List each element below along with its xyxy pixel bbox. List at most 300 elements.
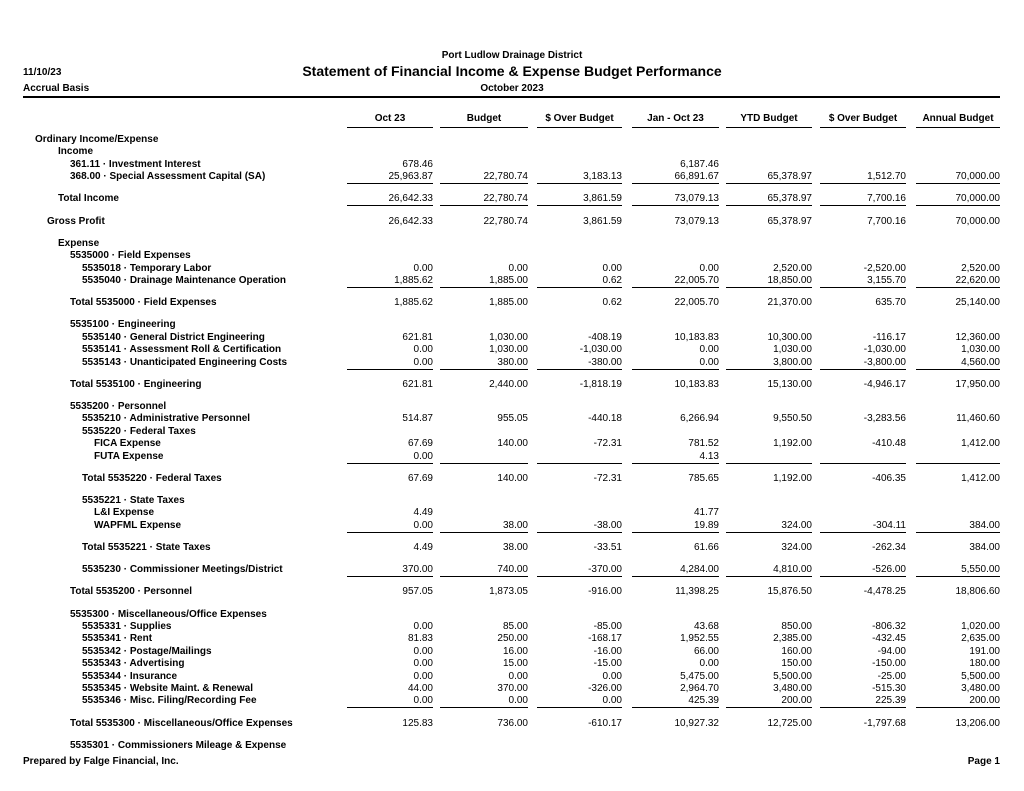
value-underline (916, 463, 1000, 464)
row-value: 0.00 (413, 450, 433, 462)
row-value: 0.00 (413, 344, 433, 356)
row-value: 73,079.13 (674, 215, 719, 227)
row-value: 66,891.67 (674, 171, 719, 183)
row-value: -806.32 (872, 621, 906, 632)
row-value: 18,850.00 (767, 275, 812, 286)
row-value: 0.00 (699, 658, 719, 670)
row-value: 1,885.00 (489, 297, 528, 309)
row-label: 5535000 · Field Expenses (70, 250, 191, 262)
value-underline (820, 369, 906, 370)
row-label: Ordinary Income/Expense (35, 134, 159, 145)
row-value: -1,797.68 (863, 717, 906, 729)
report-row (0, 250, 1024, 262)
row-value: 15,130.00 (767, 378, 812, 390)
report-row (0, 426, 1024, 438)
row-value: 3,861.59 (583, 193, 622, 205)
row-label: FUTA Expense (94, 450, 164, 462)
row-value: -380.00 (588, 356, 622, 368)
report-row (0, 319, 1024, 331)
row-value: -33.51 (593, 542, 622, 553)
row-value: 43.68 (693, 621, 719, 632)
row-value: 12,360.00 (955, 331, 1000, 343)
row-value: 370.00 (497, 683, 528, 694)
row-value: 11,460.60 (956, 413, 1000, 425)
row-value: 324.00 (781, 542, 812, 553)
row-value: -72.31 (593, 472, 622, 484)
row-value: 7,700.16 (867, 215, 906, 227)
row-label: 5535143 · Unanticipated Engineering Costs (82, 356, 288, 368)
report-row (0, 609, 1024, 621)
value-underline (537, 369, 622, 370)
row-value: 66.00 (693, 645, 719, 657)
report-row (0, 495, 1024, 507)
row-value: 425.39 (688, 695, 719, 707)
row-value: 5,500.00 (773, 670, 812, 682)
row-value: 73,079.13 (674, 193, 719, 205)
value-underline (440, 532, 528, 533)
row-value: 0.00 (413, 621, 433, 632)
value-underline (347, 576, 433, 577)
row-value: 180.00 (969, 658, 1000, 670)
row-value: -304.11 (872, 519, 906, 531)
row-label: 5535346 · Misc. Filing/Recording Fee (82, 695, 257, 707)
value-underline (440, 707, 528, 708)
value-underline (916, 532, 1000, 533)
row-label: Total 5535221 · State Taxes (82, 542, 211, 553)
row-value: 1,192.00 (773, 438, 812, 450)
row-value: 1,020.00 (961, 621, 1000, 632)
row-value: 22,005.70 (674, 275, 719, 286)
row-value: 11,398.25 (675, 586, 719, 598)
row-value: 5,550.00 (961, 564, 1000, 576)
row-value: 1,030.00 (489, 331, 528, 343)
row-value: 22,780.74 (483, 215, 528, 227)
row-value: 1,030.00 (489, 344, 528, 356)
value-underline (632, 576, 719, 577)
value-underline (347, 183, 433, 184)
value-underline (537, 205, 622, 206)
report-row (0, 718, 1024, 730)
row-value: -116.17 (872, 331, 906, 343)
row-value: 2,520.00 (773, 262, 812, 274)
row-value: 3,183.13 (583, 171, 622, 183)
row-value: 1,030.00 (961, 344, 1000, 356)
report-row (0, 193, 1024, 205)
row-value: 10,183.83 (674, 378, 719, 390)
report-row (0, 671, 1024, 683)
row-value: -406.35 (872, 472, 906, 484)
row-value: 0.00 (413, 262, 433, 274)
row-value: 200.00 (781, 695, 812, 707)
row-value: -1,818.19 (579, 378, 622, 390)
row-value: 0.00 (413, 670, 433, 682)
report-row (0, 658, 1024, 670)
row-value: 140.00 (497, 438, 528, 450)
report-row (0, 297, 1024, 309)
row-value: 740.00 (497, 564, 528, 576)
row-value: 5,500.00 (961, 670, 1000, 682)
row-value: 4,810.00 (773, 564, 812, 576)
row-value: 225.39 (875, 695, 906, 707)
column-header: YTD Budget (740, 113, 798, 124)
row-value: 0.00 (413, 645, 433, 657)
report-period: October 2023 (480, 83, 544, 94)
row-value: 22,780.74 (483, 193, 528, 205)
value-underline (820, 576, 906, 577)
value-underline (916, 205, 1000, 206)
value-underline (537, 183, 622, 184)
row-value: 1,512.70 (867, 171, 906, 183)
row-value: 22,005.70 (674, 297, 719, 309)
row-value: 70,000.00 (955, 171, 1000, 183)
row-value: 0.00 (602, 695, 622, 707)
value-underline (726, 369, 812, 370)
value-underline (726, 707, 812, 708)
row-value: -4,946.17 (863, 378, 906, 390)
column-header: $ Over Budget (828, 113, 898, 124)
row-value: 0.62 (602, 297, 622, 309)
report-row (0, 275, 1024, 287)
row-value: 621.81 (402, 331, 433, 343)
row-value: 955.05 (497, 413, 528, 425)
report-row (0, 379, 1024, 391)
row-value: 26,642.33 (388, 215, 433, 227)
row-value: 81.83 (407, 633, 433, 645)
row-label: 5535342 · Postage/Mailings (82, 645, 212, 657)
row-value: 250.00 (497, 633, 528, 645)
row-label: 5535040 · Drainage Maintenance Operation (82, 275, 286, 286)
row-value: 65,378.97 (767, 215, 812, 227)
report-row (0, 171, 1024, 183)
row-value: -38.00 (593, 519, 622, 531)
report-row (0, 357, 1024, 369)
row-value: 3,480.00 (961, 683, 1000, 694)
value-underline (916, 183, 1000, 184)
row-value: 324.00 (781, 519, 812, 531)
row-value: 0.00 (602, 670, 622, 682)
value-underline (726, 576, 812, 577)
row-label: 361.11 · Investment Interest (70, 158, 201, 170)
row-value: 41.77 (693, 507, 719, 519)
report-date: 11/10/23 (23, 67, 62, 78)
value-underline (440, 183, 528, 184)
row-label: 5535343 · Advertising (82, 658, 185, 670)
column-header: Annual Budget (922, 113, 994, 124)
report-row (0, 646, 1024, 658)
row-label: 5535140 · General District Engineering (82, 331, 265, 343)
column-header: $ Over Budget (545, 113, 614, 124)
value-underline (537, 463, 622, 464)
row-label: 368.00 · Special Assessment Capital (SA) (70, 171, 266, 183)
row-value: 13,206.00 (955, 717, 1000, 729)
accounting-basis: Accrual Basis (23, 83, 90, 94)
row-value: 25,140.00 (955, 297, 1000, 309)
row-value: 0.00 (413, 356, 433, 368)
report-row (0, 683, 1024, 695)
value-underline (820, 707, 906, 708)
row-value: 65,378.97 (767, 171, 812, 183)
value-underline (537, 532, 622, 533)
row-value: 2,635.00 (961, 633, 1000, 645)
value-underline (632, 369, 719, 370)
row-value: 19.89 (693, 519, 719, 531)
value-underline (916, 707, 1000, 708)
column-header: Budget (466, 113, 502, 124)
row-value: 16.00 (502, 645, 528, 657)
row-value: 6,187.46 (680, 158, 719, 170)
row-value: -526.00 (872, 564, 906, 576)
row-value: 21,370.00 (767, 297, 812, 309)
row-value: 0.00 (508, 695, 528, 707)
value-underline (820, 205, 906, 206)
row-value: -440.18 (588, 413, 622, 425)
value-underline (632, 183, 719, 184)
value-underline (440, 369, 528, 370)
row-value: -408.19 (588, 331, 622, 343)
value-underline (916, 287, 1000, 288)
report-row (0, 344, 1024, 356)
report-row (0, 740, 1024, 752)
row-value: 621.81 (402, 378, 433, 390)
row-value: 2,440.00 (489, 378, 528, 390)
row-value: -370.00 (588, 564, 622, 576)
row-label: Total Income (58, 193, 119, 205)
row-value: 2,385.00 (773, 633, 812, 645)
value-underline (632, 205, 719, 206)
row-value: 0.62 (602, 275, 622, 286)
row-value: 125.83 (402, 717, 433, 729)
row-value: -262.34 (872, 542, 906, 553)
value-underline (632, 532, 719, 533)
row-value: 1,412.00 (961, 472, 1000, 484)
report-row (0, 564, 1024, 576)
report-row (0, 633, 1024, 645)
row-value: 67.69 (407, 472, 433, 484)
row-value: 957.05 (402, 586, 433, 598)
row-value: -168.17 (588, 633, 622, 645)
row-value: -150.00 (872, 658, 906, 670)
value-underline (632, 707, 719, 708)
value-underline (726, 463, 812, 464)
row-value: -25.00 (877, 670, 906, 682)
value-underline (537, 287, 622, 288)
report-row (0, 438, 1024, 450)
value-underline (347, 532, 433, 533)
row-value: 4.49 (413, 507, 433, 519)
row-value: 26,642.33 (388, 193, 433, 205)
row-label: Total 5535100 · Engineering (70, 378, 202, 390)
report-title: Statement of Financial Income & Expense Budget Performance (302, 63, 722, 79)
row-value: 1,885.00 (489, 275, 528, 286)
row-value: -94.00 (877, 645, 906, 657)
value-underline (726, 287, 812, 288)
row-label: Income (58, 146, 94, 158)
report-row (0, 159, 1024, 171)
row-label: 5535018 · Temporary Labor (82, 262, 212, 274)
row-label: Total 5535200 · Personnel (70, 586, 193, 598)
row-value: 380.00 (497, 356, 528, 368)
row-label: L&I Expense (94, 507, 155, 519)
row-value: -3,800.00 (863, 356, 906, 368)
row-value: 6,266.94 (680, 413, 719, 425)
row-label: 5535141 · Assessment Roll & Certification (82, 344, 282, 356)
row-value: 736.00 (497, 717, 528, 729)
row-value: 384.00 (969, 519, 1000, 531)
row-value: 1,952.55 (680, 633, 719, 645)
column-header: Oct 23 (374, 113, 406, 124)
row-value: 3,155.70 (867, 275, 906, 286)
prepared-by: Prepared by Falge Financial, Inc. (23, 756, 179, 767)
value-underline (347, 369, 433, 370)
value-underline (726, 532, 812, 533)
row-label: Gross Profit (47, 215, 105, 227)
row-value: 85.00 (502, 621, 528, 632)
row-value: 1,030.00 (773, 344, 812, 356)
row-value: 160.00 (781, 645, 812, 657)
row-value: -916.00 (588, 586, 622, 598)
report-row (0, 146, 1024, 158)
row-value: 1,885.62 (394, 297, 433, 309)
row-value: 200.00 (969, 695, 1000, 707)
row-value: 2,964.70 (680, 683, 719, 694)
report-row (0, 238, 1024, 250)
row-value: -4,478.25 (863, 586, 906, 598)
row-value: 0.00 (508, 262, 528, 274)
report-row (0, 695, 1024, 707)
row-label: 5535331 · Supplies (82, 621, 172, 632)
row-value: 850.00 (781, 621, 812, 632)
row-value: 15.00 (502, 658, 528, 670)
row-value: 384.00 (969, 542, 1000, 553)
row-value: 22,780.74 (483, 171, 528, 183)
row-value: 678.46 (402, 158, 433, 170)
row-value: 38.00 (502, 542, 528, 553)
row-value: 514.87 (402, 413, 433, 425)
row-value: 1,412.00 (961, 438, 1000, 450)
row-value: -1,030.00 (863, 344, 906, 356)
row-label: 5535345 · Website Maint. & Renewal (82, 683, 253, 694)
row-value: 1,192.00 (773, 472, 812, 484)
row-value: 70,000.00 (955, 215, 1000, 227)
report-row (0, 621, 1024, 633)
row-value: 4.13 (699, 450, 719, 462)
row-value: 150.00 (781, 658, 812, 670)
row-value: 781.52 (688, 438, 719, 450)
row-value: 44.00 (407, 683, 433, 694)
row-label: 5535200 · Personnel (70, 401, 167, 412)
row-label: 5535221 · State Taxes (82, 495, 185, 506)
row-label: WAPFML Expense (94, 519, 182, 531)
value-underline (726, 183, 812, 184)
row-label: Total 5535000 · Field Expenses (70, 297, 217, 309)
row-value: 61.66 (693, 542, 719, 553)
row-value: 3,861.59 (583, 215, 622, 227)
row-value: 17,950.00 (955, 378, 1000, 390)
row-value: -72.31 (593, 438, 622, 450)
row-value: 4.49 (413, 542, 433, 553)
row-value: 4,560.00 (961, 356, 1000, 368)
row-label: Total 5535300 · Miscellaneous/Office Expenses (70, 717, 293, 729)
row-value: 9,550.50 (773, 413, 812, 425)
row-value: 3,800.00 (773, 356, 812, 368)
report-row (0, 401, 1024, 413)
row-value: 0.00 (602, 262, 622, 274)
row-value: -432.45 (872, 633, 906, 645)
row-value: 10,183.83 (674, 331, 719, 343)
value-underline (916, 369, 1000, 370)
report-row (0, 413, 1024, 425)
value-underline (820, 532, 906, 533)
column-header: Jan - Oct 23 (647, 113, 704, 124)
row-value: -15.00 (593, 658, 622, 670)
row-value: -3,283.56 (863, 413, 906, 425)
report-row (0, 507, 1024, 519)
row-value: 15,876.50 (767, 586, 812, 598)
row-value: 25,963.87 (388, 171, 433, 183)
value-underline (820, 463, 906, 464)
value-underline (347, 287, 433, 288)
value-underline (820, 183, 906, 184)
report-row (0, 473, 1024, 485)
row-value: 5,475.00 (680, 670, 719, 682)
row-value: 4,284.00 (680, 564, 719, 576)
row-value: 3,480.00 (773, 683, 812, 694)
row-value: 0.00 (699, 262, 719, 274)
value-underline (820, 287, 906, 288)
row-value: 10,300.00 (767, 331, 812, 343)
row-value: 18,806.60 (955, 586, 1000, 598)
row-value: 0.00 (413, 658, 433, 670)
row-value: 635.70 (875, 297, 906, 309)
value-underline (916, 576, 1000, 577)
organization-name: Port Ludlow Drainage District (441, 50, 583, 61)
value-underline (537, 576, 622, 577)
row-value: 2,520.00 (961, 262, 1000, 274)
row-label: Total 5535220 · Federal Taxes (82, 472, 222, 484)
row-label: Expense (58, 237, 100, 249)
value-underline (440, 205, 528, 206)
page-number: Page 1 (967, 756, 1000, 767)
row-value: 191.00 (969, 645, 1000, 657)
row-label: 5535344 · Insurance (82, 670, 178, 682)
row-label: FICA Expense (94, 438, 161, 450)
row-value: 1,885.62 (394, 275, 433, 286)
report-row (0, 586, 1024, 598)
value-underline (632, 287, 719, 288)
row-label: 5535301 · Commissioners Mileage & Expense (70, 739, 287, 751)
row-value: 22,620.00 (955, 275, 1000, 286)
row-value: -610.17 (588, 717, 622, 729)
row-value: -410.48 (872, 438, 906, 450)
row-value: 0.00 (413, 519, 433, 531)
row-value: -326.00 (588, 683, 622, 694)
value-underline (347, 463, 433, 464)
report-row (0, 520, 1024, 532)
row-label: 5535210 · Administrative Personnel (82, 413, 251, 425)
row-value: 1,873.05 (489, 586, 528, 598)
row-value: 10,927.32 (674, 717, 719, 729)
report-row (0, 332, 1024, 344)
row-value: 0.00 (699, 344, 719, 356)
value-underline (347, 707, 433, 708)
report-row (0, 216, 1024, 228)
row-label: 5535100 · Engineering (70, 319, 176, 331)
row-value: -515.30 (872, 683, 906, 694)
row-value: -16.00 (593, 645, 622, 657)
row-value: 7,700.16 (867, 193, 906, 205)
row-value: 0.00 (413, 695, 433, 707)
row-value: 0.00 (699, 356, 719, 368)
